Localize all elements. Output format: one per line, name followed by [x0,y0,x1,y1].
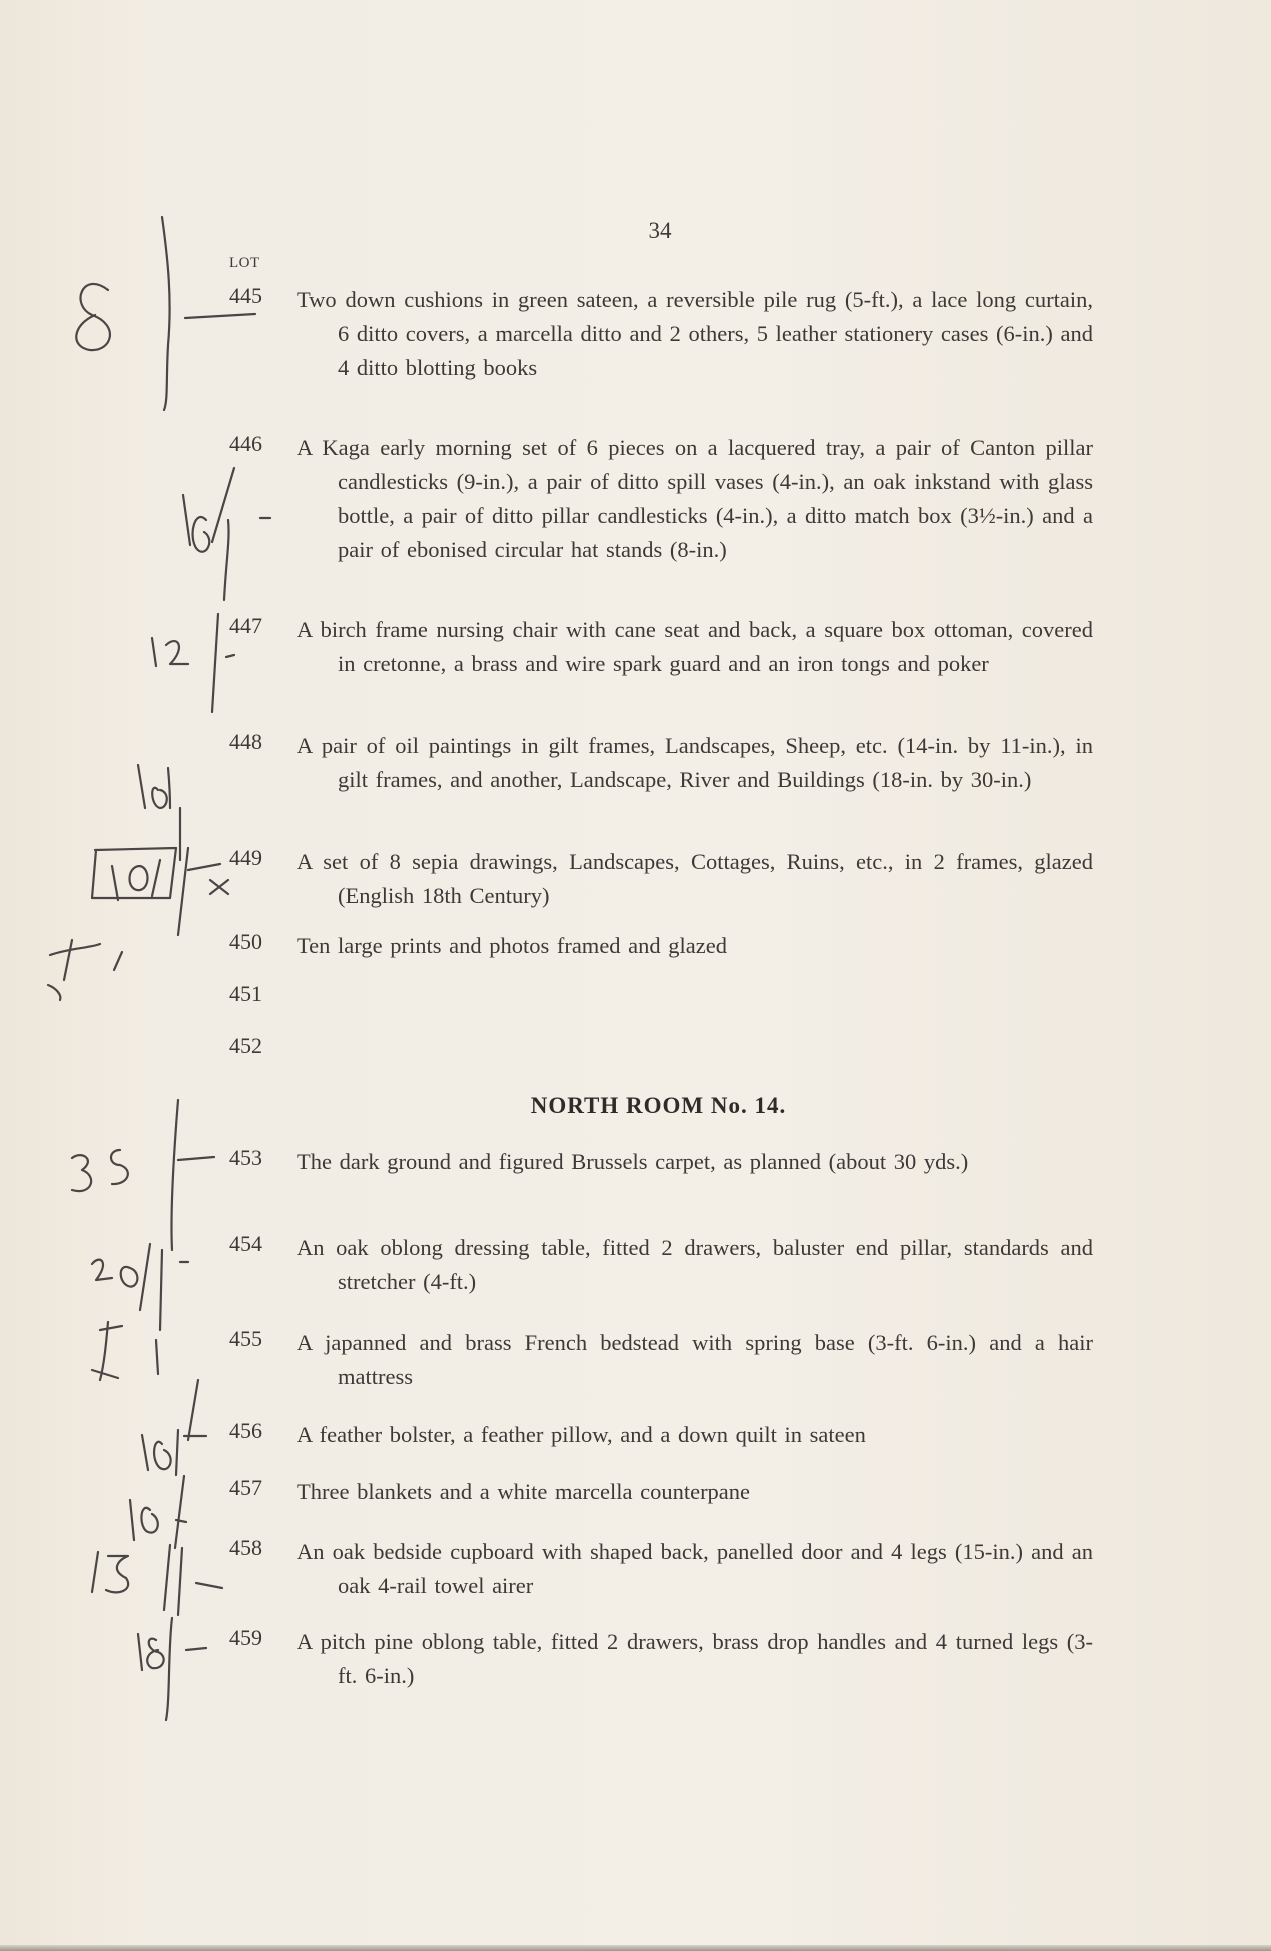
note-458 [92,1545,222,1615]
lot-description: An oak bedside cupboard with shaped back, panelled door and 4 legs (15-in.) and an oak 4-rail towel airer [297,1539,1093,1598]
lot-number: 451 [229,981,262,1006]
note-457 [130,1476,186,1548]
lot-number: 446 [229,431,262,456]
lot-description: An oak oblong dressing table, fitted 2 drawers, baluster end pillar, standards and stretcher (4-ft.) [297,1235,1093,1294]
page-number: 34 [648,218,672,243]
lot-number: 456 [229,1418,262,1443]
page-edge [0,1945,1271,1951]
lot-description: Two down cushions in green sateen, a reversible pile rug (5-ft.), a lace long curtain, 6 ditto covers, a marcella ditto and 2 others, 5 leather stationery cases (6-in.) and 4 ditto blotting books [297,287,1093,380]
section-heading [0,1093,1271,1119]
lot-column-header: LOT [229,255,260,271]
lot-description: A pair of oil paintings in gilt frames, Landscapes, Sheep, etc. (14-in. by 11-in.), in gilt frames, and another, Landscape, River and Buildings (18-in. by 30-in.) [297,733,1093,792]
lot-number: 445 [229,283,262,308]
lot-number: 458 [229,1535,262,1560]
lot-description: A set of 8 sepia drawings, Landscapes, Cottages, Ruins, etc., in 2 frames, glazed (English 18th Century) [297,849,1093,908]
lot-description: A pitch pine oblong table, fitted 2 drawers, brass drop handles and 4 turned legs (3-ft. 6-in.) [297,1629,1093,1688]
lot-number: 453 [229,1145,262,1170]
lot-description: Three blankets and a white marcella counterpane [297,1479,751,1504]
lot-number: 455 [229,1326,262,1351]
note-453 [72,1100,214,1250]
note-454 [92,1244,188,1330]
note-448 [138,765,180,860]
note-447 [152,614,234,712]
pencil-stroke [50,940,122,980]
section-heading-text: NORTH ROOM No. 14. [530,1093,787,1118]
note-449 [92,848,228,935]
lot-number: 450 [229,929,262,954]
pencil-stroke [162,217,170,410]
lot-number: 448 [229,729,262,754]
lot-number: 459 [229,1625,262,1650]
lot-description: Ten large prints and photos framed and glazed [297,933,727,958]
lot-number: 447 [229,613,262,638]
lot-description: The dark ground and figured Brussels carpet, as planned (about 30 yds.) [297,1149,969,1174]
note-455 [92,1322,198,1440]
note-446 [183,468,270,600]
pencil-stroke [48,985,60,1000]
note-456 [142,1430,206,1475]
lot-description: A japanned and brass French bedstead with spring base (3-ft. 6-in.) and a hair mattress [297,1330,1093,1389]
lot-number: 449 [229,845,262,870]
lot-description: A birch frame nursing chair with cane seat and back, a square box ottoman, covered in cretonne, a brass and wire spark guard and an iron tongs and poker [297,617,1093,676]
lot-number: 457 [229,1475,262,1500]
note-459 [138,1618,206,1720]
lot-number: 452 [229,1033,262,1058]
lot-description: A feather bolster, a feather pillow, and a down quilt in sateen [297,1422,866,1447]
lot-description: A Kaga early morning set of 6 pieces on a lacquered tray, a pair of Canton pillar candlesticks (9-in.), a pair of ditto spill vases (4-in.), an oak inkstand with glass bottle, a pair of ditto pillar candlesticks (4-in.), a ditto match box (3½-in.) and a pair of ebonised circular hat stands (8-in.) [297,435,1093,562]
lot-number: 454 [229,1231,262,1256]
